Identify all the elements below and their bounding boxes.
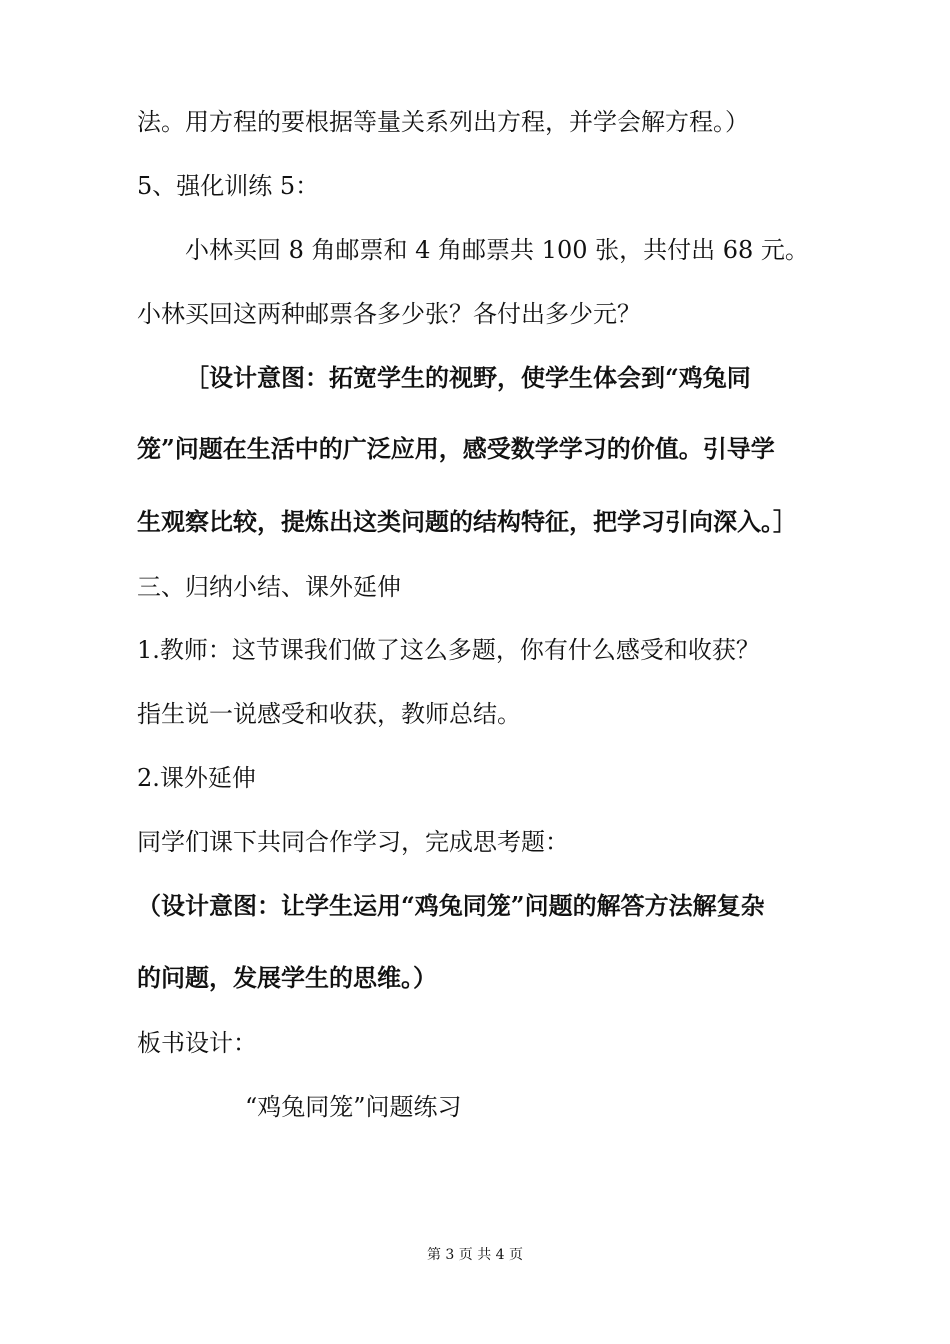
- subsection-heading: 2.课外延伸: [137, 764, 256, 792]
- design-intent-line: 的问题，发展学生的思维。）: [137, 963, 437, 992]
- page-footer: 第 3 页 共 4 页: [426, 1247, 524, 1263]
- design-intent-line: （设计意图：让学生运用“鸡兔同笼”问题的解答方法解复杂: [137, 891, 765, 920]
- design-intent-line: 笼”问题在生活中的广泛应用，感受数学学习的价值。引导学: [137, 434, 775, 463]
- board-design-title: “鸡兔同笼”问题练习: [245, 1093, 462, 1121]
- design-intent-line: 生观察比较，提炼出这类问题的结构特征，把学习引向深入。］: [137, 507, 797, 536]
- exercise-question-line: 小林买回这两种邮票各多少张？各付出多少元？: [137, 300, 641, 328]
- board-design-label: 板书设计：: [137, 1029, 257, 1057]
- section-heading: 三、归纳小结、课外延伸: [137, 573, 401, 601]
- exercise-heading: 5、强化训练 5：: [137, 172, 320, 200]
- exercise-question-line: 小林买回 8 角邮票和 4 角邮票共 100 张，共付出 68 元。: [185, 236, 809, 264]
- paragraph-line: 法。用方程的要根据等量关系列出方程，并学会解方程。）: [137, 108, 749, 136]
- paragraph-line: 指生说一说感受和收获，教师总结。: [137, 700, 521, 728]
- paragraph-line: 1.教师：这节课我们做了这么多题，你有什么感受和收获？: [137, 636, 760, 664]
- paragraph-line: 同学们课下共同合作学习，完成思考题：: [137, 828, 569, 856]
- design-intent-line: ［设计意图：拓宽学生的视野，使学生体会到“鸡兔同: [185, 363, 751, 392]
